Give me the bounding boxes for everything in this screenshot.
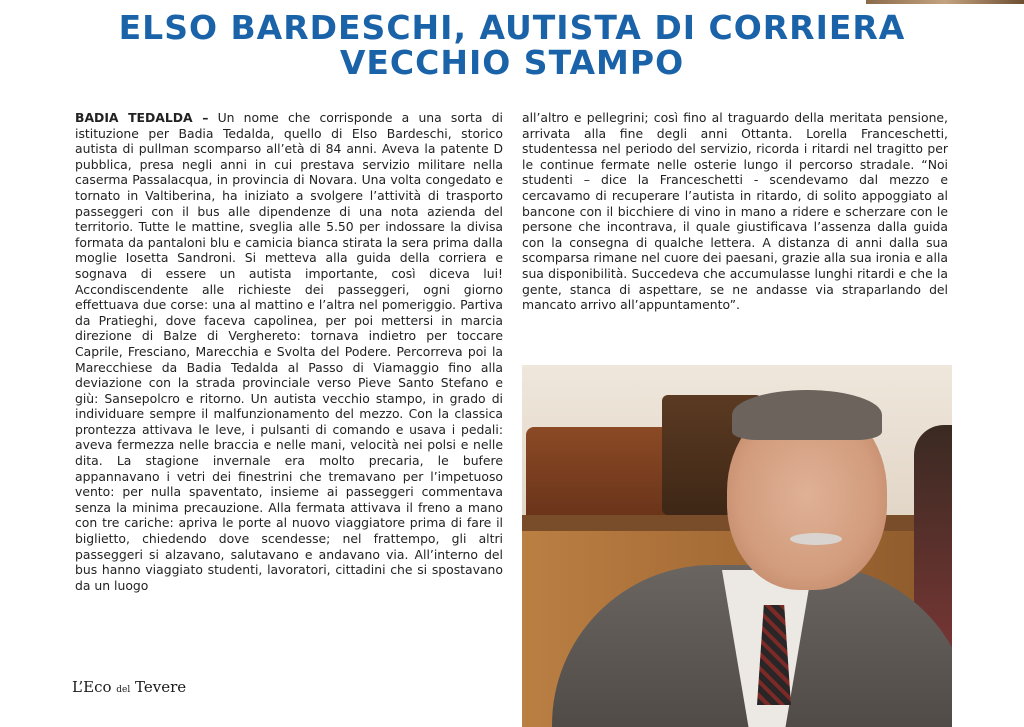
dateline: BADIA TEDALDA – [75, 110, 209, 125]
logo-small: del [116, 685, 131, 695]
photo-mustache [790, 533, 842, 545]
logo-end: Tevere [135, 678, 187, 696]
article-title [0, 10, 1024, 80]
portrait-photo [522, 365, 952, 727]
publication-logo [72, 678, 186, 696]
article-column-left [75, 110, 503, 656]
article-body-right: all’altro e pellegrini; così fino al traguardo della meritata pensione, arrivata alla fine degli anni Ottanta. Lorella Franceschetti, studentessa nel periodo del servizio, ricorda i ritardi nel tragitto per le continue fermate nelle osterie lungo il percorso stradale. “Noi studenti – dice la Franceschetti - scendevamo dal mezzo e cercavamo di recuperare l’autista in ritardo, di solito appoggiato al bancone con il bicchiere di vino in mano a ridere e scherzare con le persone che incontrava, il quale giustificava l’assenza dalla guida con la consegna di qualche lettera. A distanza di anni dalla sua scomparsa rimane nel cuore dei paesani, grazie alla sua ironia e alla sua disponibilità. Succedeva che accumulasse lunghi ritardi e che la gente, stanca di aspettare, se ne andasse via straparlando del mancato arrivo all’appuntamento”. [522, 110, 948, 313]
photo-hair [732, 390, 882, 440]
top-photo-sliver [866, 0, 1024, 4]
article-body-left: Un nome che corrisponde a una sorta di istituzione per Badia Tedalda, quello di Elso Bardeschi, storico autista di pullman scomparso all’età di 84 anni. Aveva la patente D pubblica, presa negli anni in cui prestava servizio militare nella caserma Passalacqua, in provincia di Novara. Una volta congedato e tornato in Valtiberina, ha iniziato a svolgere l’attività di trasporto passeggeri con il bus alle dipendenze di una nota azienda del territorio. Tutte le mattine, sveglia alle 5.50 per indossare la divisa formata da pantaloni blu e camicia bianca stirata la sera prima dalla moglie Iosetta Sandroni. Si metteva alla guida della corriera e sognava di essere un autista importante, così diceva lui! Accondiscendente alle richieste dei passeggeri, ogni giorno effettuava due corse: una al mattino e l’altra nel pomeriggio. Partiva da Pratieghi, dove faceva capolinea, per poi mettersi in marcia direzione di Balze di Verghereto: tornava indietro per toccare Caprile, Fresciano, Marecchia e Svolta del Podere. Percorreva poi la Marecchiese da Badia Tedalda al Passo di Viamaggio fino alla deviazione con la strada provinciale verso Pieve Santo Stefano e giù: Sansepolcro e ritorno. Un autista vecchio stampo, in grado di individuare sempre il malfunzionamento del mezzo. Con la classica prontezza attivava le leve, i pulsanti di comando e usava i pedali: aveva fermezza nelle braccia e nelle mani, velocità nei polsi e nelle dita. La stagione invernale era molto precaria, le bufere appannavano i vetri dei finestrini che tremavano per l’impetuoso vento: per nulla spaventato, insieme ai passeggeri commentava senza la minima precauzione. Alla fermata attivava il freno a mano con tre cariche: apriva le porte al nuovo viaggiatore prima di fare il biglietto, chiedendo dove scendesse; nel frattempo, gli altri passeggeri si alzavano, salutavano e andavano via. All’interno del bus hanno viaggiato studenti, lavoratori, cittadini che si spostavano da un luogo [75, 110, 503, 593]
article-title-line-1: ELSO BARDESCHI, AUTISTA DI CORRIERA [118, 8, 906, 47]
article-paragraph-left [75, 110, 503, 593]
article-title-line-2: VECCHIO STAMPO [339, 43, 685, 82]
logo-main: L’Eco [72, 678, 112, 696]
article-column-right [522, 110, 948, 350]
photo-bag-left [526, 427, 676, 517]
